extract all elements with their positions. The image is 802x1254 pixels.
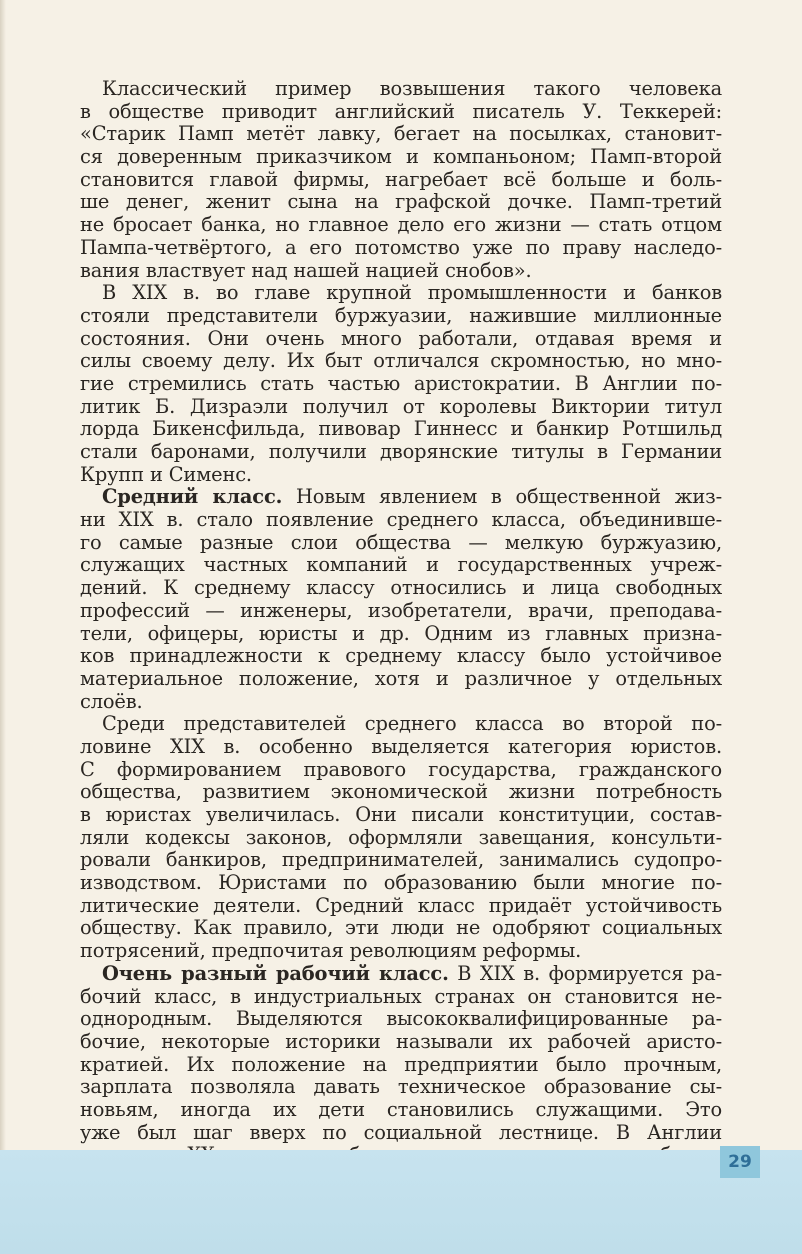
page-number-box	[720, 1146, 760, 1178]
text-line-rest: В XIX в. формируется ра-	[448, 961, 722, 985]
section-heading-middle-class: Средний класс.	[102, 485, 283, 509]
text-column	[80, 78, 722, 1190]
text-line: литик Б. Дизраэли получил от королевы Виктории титул	[80, 394, 722, 418]
text-line: ков принадлежности к среднему классу было устойчивое	[80, 644, 722, 668]
text-line: Среди представителей среднего класса во второй по-	[102, 712, 722, 736]
paragraph-middle-class	[80, 486, 722, 713]
text-line: ровали банкиров, предпринимателей, занимались судопро-	[80, 848, 722, 872]
text-line: С формированием правового государства, гражданского	[80, 757, 722, 781]
text-line: кратией. Их положение на предприятии было прочным,	[80, 1052, 722, 1076]
paragraph-bourgeoisie	[80, 282, 722, 486]
text-line: гие стремились стать частью аристократии. В Англии по-	[80, 371, 722, 395]
text-line: профессий — инженеры, изобретатели, врачи, преподава-	[80, 598, 722, 622]
text-line	[80, 486, 722, 509]
text-line: Крупп и Сименс.	[80, 462, 252, 486]
text-line: становится главой фирмы, нагребает всё больше и боль-	[80, 167, 722, 191]
text-line-rest: Новым явлением в общественной жиз-	[282, 485, 722, 509]
text-line: тели, офицеры, юристы и др. Одним из главных призна-	[80, 621, 722, 645]
text-line: литические деятели. Средний класс придаёт устойчивость	[80, 893, 722, 917]
text-line: вания властвует над нашей нацией снобов».	[80, 258, 532, 282]
text-line	[80, 963, 722, 986]
text-line: не бросает банка, но главное дело его жизни — стать отцом	[80, 213, 722, 237]
text-line: бочий класс, в индустриальных странах он становится не-	[80, 984, 722, 1008]
text-line: состояния. Они очень много работали, отдавая время и	[80, 326, 722, 350]
text-line: стали баронами, получили дворянские титулы в Германии	[80, 440, 722, 463]
text-line: служащих частных компаний и государственных учреж-	[80, 553, 722, 577]
text-line: уже был шаг вверх по социальной лестнице. В Англии	[80, 1120, 722, 1144]
text-line: потрясений, предпочитая революциям реформы.	[80, 939, 582, 963]
text-line: стояли представители буржуазии, нажившие миллионные	[80, 303, 722, 327]
text-line: слоёв.	[80, 689, 143, 713]
text-line: изводством. Юристами по образованию были многие по-	[80, 871, 722, 895]
text-line: в обществе приводит английский писатель У. Теккерей:	[80, 99, 722, 123]
text-line: ше денег, женит сына на графской дочке. Памп-третий	[80, 190, 722, 214]
section-heading-working-class: Очень разный рабочий класс.	[102, 961, 449, 985]
page-edge-shadow	[0, 0, 6, 1254]
text-line: зарплата позволяла давать техническое образование сы-	[80, 1075, 722, 1099]
page-number: 29	[728, 1152, 752, 1172]
text-line: обществу. Как правило, эти люди не одобряют социальных	[80, 916, 722, 940]
text-line: В XIX в. во главе крупной промышленности и банков	[102, 281, 722, 305]
text-line: ся доверенным приказчиком и компаньоном; Памп-второй	[80, 145, 722, 169]
text-line: новьям, иногда их дети становились служащими. Это	[80, 1097, 722, 1121]
text-line: силы своему делу. Их быт отличался скромностью, но мно-	[80, 349, 722, 373]
page-footer-band	[0, 1150, 802, 1254]
text-line: Пампа-четвёртого, а его потомство уже по праву наследо-	[80, 235, 722, 259]
text-line: ляли кодексы законов, оформляли завещания, консульти-	[80, 825, 722, 849]
text-line: бочие, некоторые историки называли их рабочей аристо-	[80, 1029, 722, 1053]
text-line: дений. К среднему классу относились и лица свободных	[80, 576, 722, 600]
paragraph-lawyers	[80, 713, 722, 963]
text-line: ловине XIX в. особенно выделяется категория юристов.	[80, 734, 722, 758]
text-line: однородным. Выделяются высококвалифицированные ра-	[80, 1007, 722, 1031]
text-line: в юристах увеличилась. Они писали конституции, состав-	[80, 803, 722, 826]
text-line: ни XIX в. стало появление среднего класса, объединивше-	[80, 508, 722, 532]
text-line: лорда Бикенсфильда, пивовар Гиннесс и банкир Ротшильд	[80, 417, 722, 441]
text-line: «Старик Памп метёт лавку, бегает на посылках, становит-	[80, 122, 722, 146]
text-line: материальное положение, хотя и различное у отдельных	[80, 666, 722, 690]
paragraph-thackeray-quote	[80, 78, 722, 282]
text-line: Классический пример возвышения такого человека	[102, 77, 722, 100]
text-line: го самые разные слои общества — мелкую буржуазию,	[80, 530, 722, 554]
text-line: общества, развитием экономической жизни потребность	[80, 780, 722, 804]
